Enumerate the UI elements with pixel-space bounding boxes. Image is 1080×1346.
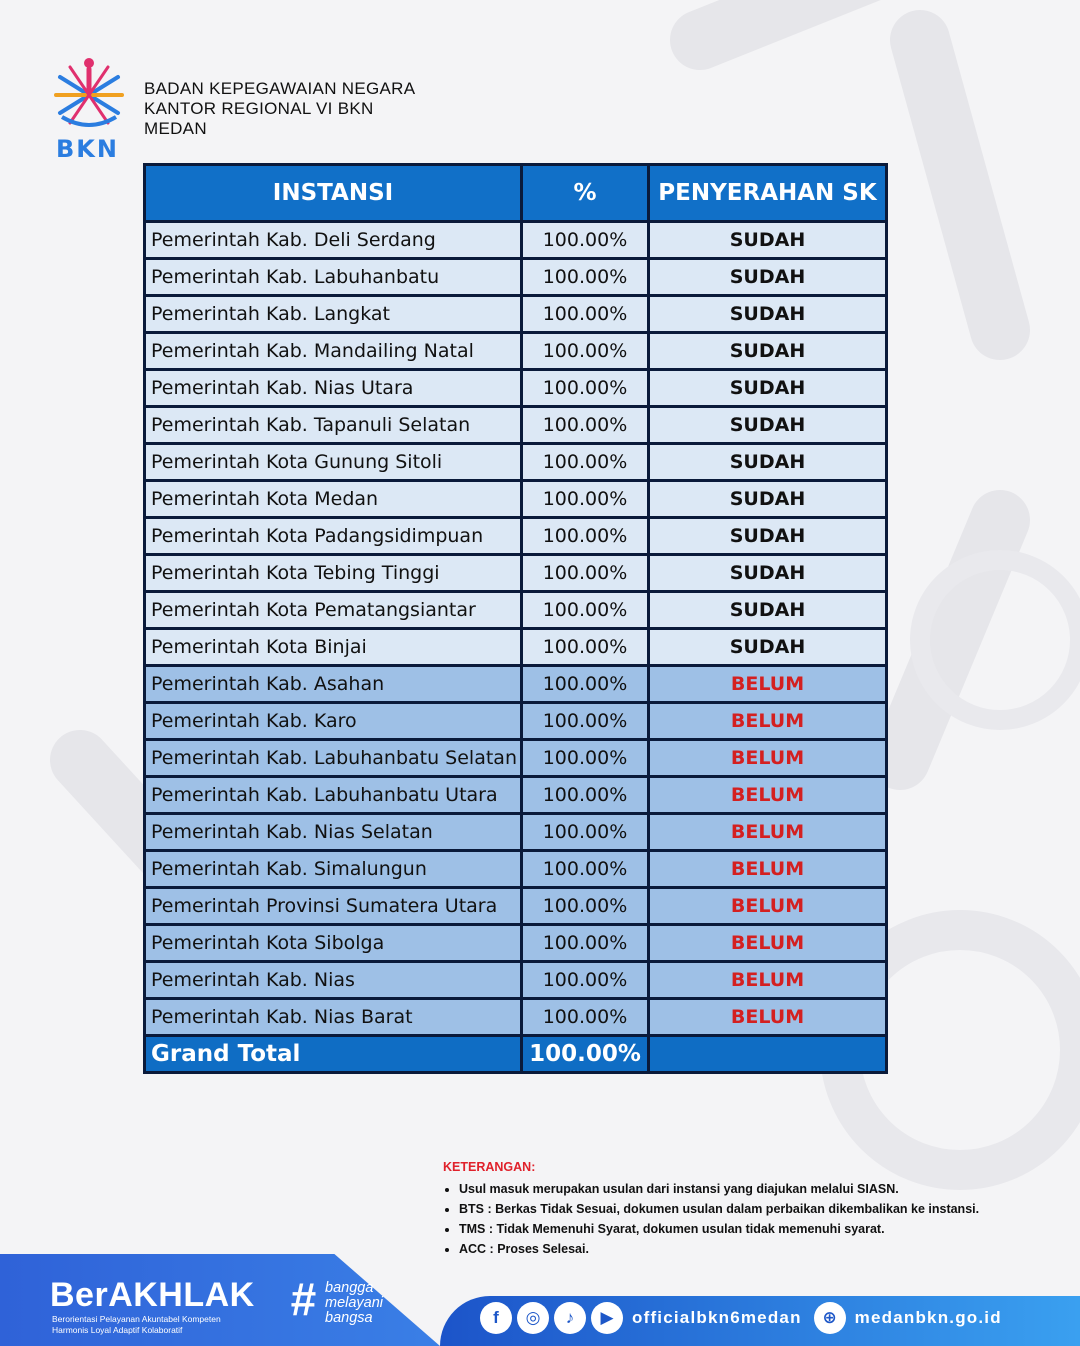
logo-text: BKN xyxy=(56,135,119,163)
instansi-cell: Pemerintah Kab. Nias Selatan xyxy=(145,814,522,851)
header xyxy=(50,55,415,163)
instansi-cell: Pemerintah Kab. Tapanuli Selatan xyxy=(145,407,522,444)
social-links xyxy=(480,1302,1002,1334)
org-line-2: KANTOR REGIONAL VI BKN xyxy=(144,99,374,118)
status-cell: SUDAH xyxy=(649,259,887,296)
table-row xyxy=(145,296,887,333)
grand-total-row xyxy=(145,1036,887,1073)
table-row xyxy=(145,555,887,592)
percent-cell: 100.00% xyxy=(522,407,649,444)
percent-cell: 100.00% xyxy=(522,481,649,518)
org-line-3: MEDAN xyxy=(144,119,207,138)
instansi-cell: Pemerintah Kota Sibolga xyxy=(145,925,522,962)
instansi-cell: Pemerintah Kab. Nias Utara xyxy=(145,370,522,407)
instansi-cell: Pemerintah Kab. Deli Serdang xyxy=(145,222,522,259)
instansi-cell: Pemerintah Provinsi Sumatera Utara xyxy=(145,888,522,925)
berakhlak-tagline-2: Harmonis Loyal Adaptif Kolaboratif xyxy=(52,1325,183,1335)
instansi-cell: Pemerintah Kota Binjai xyxy=(145,629,522,666)
status-cell: SUDAH xyxy=(649,296,887,333)
note-item: • ACC : Proses Selesai. xyxy=(459,1242,979,1256)
percent-cell: 100.00% xyxy=(522,333,649,370)
table-row xyxy=(145,962,887,999)
berakhlak-tagline-1: Berorientasi Pelayanan Akuntabel Kompeten xyxy=(52,1314,221,1324)
table-row xyxy=(145,333,887,370)
percent-cell: 100.00% xyxy=(522,703,649,740)
table-row xyxy=(145,888,887,925)
percent-cell: 100.00% xyxy=(522,222,649,259)
status-cell: SUDAH xyxy=(649,629,887,666)
bangga-melayani-bangsa xyxy=(325,1281,383,1326)
table-row xyxy=(145,629,887,666)
table-row xyxy=(145,444,887,481)
note-item: • BTS : Berkas Tidak Sesuai, dokumen usulan dalam perbaikan dikembalikan ke instansi. xyxy=(459,1202,979,1216)
website-link[interactable]: medanbkn.go.id xyxy=(854,1308,1002,1327)
table-row xyxy=(145,259,887,296)
percent-cell: 100.00% xyxy=(522,444,649,481)
instansi-cell: Pemerintah Kota Gunung Sitoli xyxy=(145,444,522,481)
status-cell: SUDAH xyxy=(649,407,887,444)
berakhlak-brand: BerAKHLAK xyxy=(50,1276,255,1314)
notes xyxy=(443,1160,979,1262)
note-item: • Usul masuk merupakan usulan dari instansi yang diajukan melalui SIASN. xyxy=(459,1182,979,1196)
header-penyerahan-sk: PENYERAHAN SK xyxy=(649,165,887,222)
header-instansi: INSTANSI xyxy=(145,165,522,222)
tag-line-3: bangsa xyxy=(325,1310,373,1326)
bkn-emblem-icon xyxy=(50,55,128,135)
grand-total-status xyxy=(649,1036,887,1073)
status-cell: SUDAH xyxy=(649,333,887,370)
table-row xyxy=(145,407,887,444)
instansi-cell: Pemerintah Kota Pematangsiantar xyxy=(145,592,522,629)
notes-list xyxy=(443,1182,979,1256)
instansi-cell: Pemerintah Kota Padangsidimpuan xyxy=(145,518,522,555)
notes-title: KETERANGAN: xyxy=(443,1160,536,1174)
tag-line-1: bangga xyxy=(325,1280,374,1296)
percent-cell: 100.00% xyxy=(522,629,649,666)
status-cell: BELUM xyxy=(649,925,887,962)
percent-cell: 100.00% xyxy=(522,814,649,851)
status-cell: BELUM xyxy=(649,666,887,703)
bkn-logo xyxy=(50,55,128,163)
instansi-cell: Pemerintah Kab. Asahan xyxy=(145,666,522,703)
tag-line-2: melayani xyxy=(325,1295,384,1311)
status-cell: BELUM xyxy=(649,777,887,814)
status-cell: BELUM xyxy=(649,962,887,999)
status-cell: BELUM xyxy=(649,740,887,777)
percent-cell: 100.00% xyxy=(522,370,649,407)
status-cell: BELUM xyxy=(649,999,887,1036)
percent-cell: 100.00% xyxy=(522,592,649,629)
hashtag-icon: # xyxy=(290,1273,316,1325)
grand-total-label: Grand Total xyxy=(145,1036,522,1073)
globe-icon[interactable]: ⊕ xyxy=(814,1302,846,1334)
status-cell: SUDAH xyxy=(649,444,887,481)
instansi-cell: Pemerintah Kota Medan xyxy=(145,481,522,518)
percent-cell: 100.00% xyxy=(522,740,649,777)
table-header-row xyxy=(145,165,887,222)
instansi-cell: Pemerintah Kab. Labuhanbatu xyxy=(145,259,522,296)
table-row xyxy=(145,518,887,555)
instansi-cell: Pemerintah Kab. Simalungun xyxy=(145,851,522,888)
instansi-cell: Pemerintah Kab. Labuhanbatu Utara xyxy=(145,777,522,814)
social-handle[interactable]: officialbkn6medan xyxy=(632,1308,802,1327)
status-cell: BELUM xyxy=(649,703,887,740)
table-row xyxy=(145,925,887,962)
status-cell: SUDAH xyxy=(649,555,887,592)
status-cell: SUDAH xyxy=(649,592,887,629)
table-row xyxy=(145,740,887,777)
percent-cell: 100.00% xyxy=(522,518,649,555)
table-row xyxy=(145,481,887,518)
instansi-cell: Pemerintah Kab. Nias xyxy=(145,962,522,999)
berakhlak-tagline xyxy=(52,1314,221,1336)
table-row xyxy=(145,592,887,629)
table-row xyxy=(145,666,887,703)
status-cell: BELUM xyxy=(649,851,887,888)
status-cell: BELUM xyxy=(649,814,887,851)
table-row xyxy=(145,851,887,888)
org-line-1: BADAN KEPEGAWAIAN NEGARA xyxy=(144,79,416,98)
instansi-cell: Pemerintah Kab. Labuhanbatu Selatan xyxy=(145,740,522,777)
table-row xyxy=(145,777,887,814)
status-cell: SUDAH xyxy=(649,518,887,555)
percent-cell: 100.00% xyxy=(522,259,649,296)
instansi-cell: Pemerintah Kab. Karo xyxy=(145,703,522,740)
instansi-cell: Pemerintah Kota Tebing Tinggi xyxy=(145,555,522,592)
instansi-cell: Pemerintah Kab. Nias Barat xyxy=(145,999,522,1036)
instagram-icon[interactable]: ◎ xyxy=(517,1302,549,1334)
youtube-icon[interactable]: ▶ xyxy=(591,1302,623,1334)
percent-cell: 100.00% xyxy=(522,925,649,962)
percent-cell: 100.00% xyxy=(522,962,649,999)
table-row xyxy=(145,703,887,740)
instansi-cell: Pemerintah Kab. Langkat xyxy=(145,296,522,333)
percent-cell: 100.00% xyxy=(522,851,649,888)
status-cell: SUDAH xyxy=(649,481,887,518)
instansi-cell: Pemerintah Kab. Mandailing Natal xyxy=(145,333,522,370)
table-row xyxy=(145,222,887,259)
percent-cell: 100.00% xyxy=(522,888,649,925)
facebook-icon[interactable]: f xyxy=(480,1302,512,1334)
header-percent: % xyxy=(522,165,649,222)
sk-status-table xyxy=(143,163,888,1074)
table-row xyxy=(145,370,887,407)
note-item: • TMS : Tidak Memenuhi Syarat, dokumen usulan tidak memenuhi syarat. xyxy=(459,1222,979,1236)
grand-total-percent: 100.00% xyxy=(522,1036,649,1073)
percent-cell: 100.00% xyxy=(522,296,649,333)
tiktok-icon[interactable]: ♪ xyxy=(554,1302,586,1334)
table-row xyxy=(145,814,887,851)
percent-cell: 100.00% xyxy=(522,999,649,1036)
status-cell: SUDAH xyxy=(649,370,887,407)
percent-cell: 100.00% xyxy=(522,555,649,592)
percent-cell: 100.00% xyxy=(522,777,649,814)
table-row xyxy=(145,999,887,1036)
org-name xyxy=(144,79,415,139)
percent-cell: 100.00% xyxy=(522,666,649,703)
status-cell: SUDAH xyxy=(649,222,887,259)
status-cell: BELUM xyxy=(649,888,887,925)
